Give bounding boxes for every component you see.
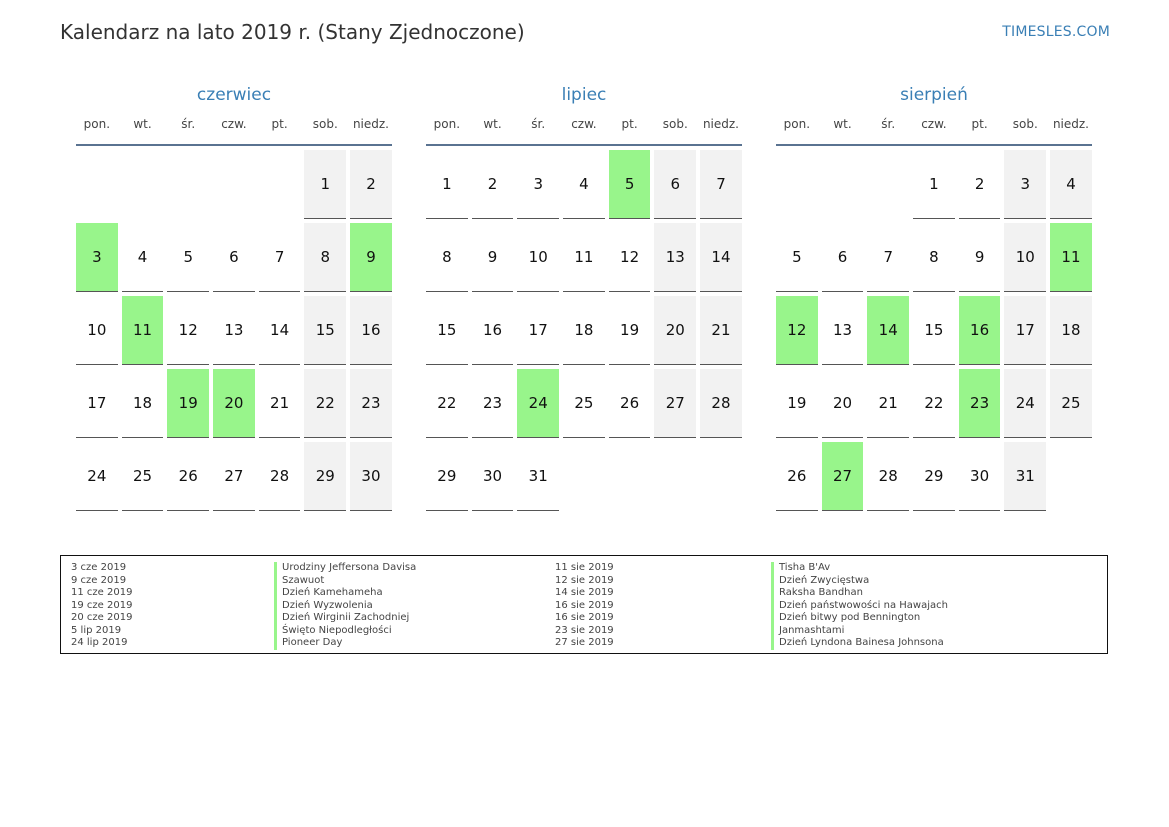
day-cell: 22	[304, 369, 346, 438]
weekday-label: pon.	[433, 117, 461, 131]
day-cell: 19	[776, 369, 818, 438]
day-cell: 24	[517, 369, 559, 438]
day-cell: 30	[350, 442, 392, 511]
day-cell: 11	[122, 296, 164, 365]
legend-date: 16 sie 2019	[555, 612, 614, 623]
day-cell: 20	[213, 369, 255, 438]
weekday-header	[76, 114, 392, 134]
day-cell: 27	[213, 442, 255, 511]
day-cell: 13	[822, 296, 864, 365]
day-cell: 2	[959, 150, 1001, 219]
weekday-label: sob.	[662, 117, 688, 131]
day-cell: 4	[122, 223, 164, 292]
weekday-label: śr.	[181, 117, 196, 131]
day-cell: 10	[76, 296, 118, 365]
right-date-column	[555, 562, 614, 650]
day-cell: 31	[1004, 442, 1046, 511]
day-cell: 27	[822, 442, 864, 511]
day-cell: 14	[700, 223, 742, 292]
legend-date: 23 sie 2019	[555, 624, 614, 636]
weekday-label: sob.	[312, 117, 338, 131]
day-cell: 25	[122, 442, 164, 511]
empty-cell	[76, 150, 118, 219]
day-cell: 4	[1050, 150, 1092, 219]
day-cell: 3	[76, 223, 118, 292]
weekday-label: pt.	[621, 117, 638, 131]
legend-holiday-name: Szawuot	[274, 575, 416, 588]
legend-date: 11 sie 2019	[555, 562, 614, 573]
legend-date: 24 lip 2019	[71, 637, 128, 648]
left-name-column	[274, 562, 416, 650]
weekday-label: wt.	[483, 117, 502, 131]
day-cell: 20	[654, 296, 696, 365]
day-cell: 1	[913, 150, 955, 219]
day-cell: 1	[426, 150, 468, 219]
day-cell: 15	[913, 296, 955, 365]
legend-date: 11 cze 2019	[71, 587, 133, 598]
empty-cell	[259, 150, 301, 219]
legend-holiday-name: Urodziny Jeffersona Davisa	[274, 562, 416, 575]
header-rule	[776, 144, 1092, 146]
day-cell: 14	[867, 296, 909, 365]
day-cell: 16	[350, 296, 392, 365]
legend-date: 3 cze 2019	[71, 562, 127, 573]
right-name-column	[771, 562, 948, 650]
day-cell: 18	[1050, 296, 1092, 365]
day-cell: 7	[259, 223, 301, 292]
day-cell: 21	[867, 369, 909, 438]
day-cell: 28	[700, 369, 742, 438]
month-name: lipiec	[561, 85, 607, 105]
page-title: Kalendarz na lato 2019 r. (Stany Zjednoczone)	[60, 20, 525, 44]
day-cell: 22	[426, 369, 468, 438]
day-cell: 6	[822, 223, 864, 292]
day-cell: 30	[472, 442, 514, 511]
holiday-legend	[60, 555, 1108, 654]
day-cell: 9	[472, 223, 514, 292]
weekday-label: niedz.	[702, 117, 739, 131]
day-cell: 26	[167, 442, 209, 511]
empty-cell	[867, 150, 909, 219]
legend-date: 19 cze 2019	[71, 599, 133, 611]
day-cell: 7	[867, 223, 909, 292]
month-name: sierpień	[900, 85, 968, 105]
legend-holiday-name: Janmashtami	[771, 625, 948, 638]
weekday-label: pt.	[271, 117, 288, 131]
day-grid	[426, 150, 742, 511]
day-cell: 29	[913, 442, 955, 511]
empty-cell	[167, 150, 209, 219]
weekday-label: pon.	[83, 117, 111, 131]
empty-cell	[776, 150, 818, 219]
day-cell: 3	[1004, 150, 1046, 219]
day-cell: 12	[167, 296, 209, 365]
day-cell: 17	[1004, 296, 1046, 365]
weekday-label: pt.	[971, 117, 988, 131]
weekday-label: sob.	[1012, 117, 1038, 131]
legend-holiday-name: Tisha B'Av	[771, 562, 948, 575]
legend-holiday-name: Dzień Zwycięstwa	[771, 575, 948, 588]
day-cell: 13	[654, 223, 696, 292]
legend-holiday-name: Pioneer Day	[274, 637, 416, 650]
day-cell: 27	[654, 369, 696, 438]
day-cell: 7	[700, 150, 742, 219]
day-cell: 24	[76, 442, 118, 511]
day-cell: 2	[350, 150, 392, 219]
legend-date: 5 lip 2019	[71, 624, 122, 636]
day-cell: 17	[517, 296, 559, 365]
left-date-column	[71, 562, 132, 650]
month-2	[776, 84, 1092, 511]
legend-holiday-name: Święto Niepodległości	[274, 625, 416, 638]
day-cell: 25	[563, 369, 605, 438]
weekday-label: czw.	[921, 117, 947, 131]
day-cell: 12	[609, 223, 651, 292]
day-cell: 6	[654, 150, 696, 219]
legend-date: 16 sie 2019	[555, 599, 614, 611]
weekday-label: śr.	[531, 117, 546, 131]
day-cell: 11	[563, 223, 605, 292]
day-cell: 5	[609, 150, 651, 219]
day-cell: 1	[304, 150, 346, 219]
header-rule	[76, 144, 392, 146]
legend-date: 14 sie 2019	[555, 587, 614, 598]
day-cell: 29	[426, 442, 468, 511]
weekday-label: wt.	[833, 117, 852, 131]
weekday-label: niedz.	[1052, 117, 1089, 131]
empty-cell	[213, 150, 255, 219]
day-grid	[76, 150, 392, 511]
legend-holiday-name: Dzień bitwy pod Bennington	[771, 612, 948, 625]
day-cell: 29	[304, 442, 346, 511]
day-cell: 2	[472, 150, 514, 219]
weekday-label: czw.	[571, 117, 597, 131]
month-1	[426, 84, 742, 511]
day-cell: 25	[1050, 369, 1092, 438]
day-cell: 8	[304, 223, 346, 292]
day-cell: 23	[472, 369, 514, 438]
day-cell: 16	[472, 296, 514, 365]
weekday-header	[776, 114, 1092, 134]
day-cell: 23	[959, 369, 1001, 438]
legend-holiday-name: Dzień Wyzwolenia	[274, 600, 416, 613]
weekday-label: wt.	[133, 117, 152, 131]
month-name: czerwiec	[196, 85, 272, 105]
day-cell: 16	[959, 296, 1001, 365]
day-cell: 19	[167, 369, 209, 438]
legend-date: 27 sie 2019	[555, 637, 614, 648]
empty-cell	[122, 150, 164, 219]
day-cell: 20	[822, 369, 864, 438]
legend-date: 20 cze 2019	[71, 612, 133, 623]
legend-holiday-name: Raksha Bandhan	[771, 587, 948, 600]
day-cell: 17	[76, 369, 118, 438]
day-cell: 23	[350, 369, 392, 438]
day-cell: 28	[259, 442, 301, 511]
day-cell: 10	[1004, 223, 1046, 292]
day-cell: 26	[776, 442, 818, 511]
legend-holiday-name: Dzień Lyndona Bainesa Johnsona	[771, 637, 948, 650]
day-cell: 5	[167, 223, 209, 292]
legend-date: 9 cze 2019	[71, 574, 127, 586]
day-cell: 4	[563, 150, 605, 219]
weekday-header	[426, 114, 742, 134]
day-cell: 6	[213, 223, 255, 292]
empty-cell	[822, 150, 864, 219]
day-cell: 11	[1050, 223, 1092, 292]
day-cell: 9	[350, 223, 392, 292]
legend-date: 12 sie 2019	[555, 574, 614, 586]
day-cell: 22	[913, 369, 955, 438]
day-cell: 5	[776, 223, 818, 292]
day-cell: 18	[122, 369, 164, 438]
day-cell: 15	[426, 296, 468, 365]
weekday-label: pon.	[783, 117, 811, 131]
month-0	[76, 84, 392, 511]
day-cell: 15	[304, 296, 346, 365]
header-rule	[426, 144, 742, 146]
day-cell: 10	[517, 223, 559, 292]
day-cell: 24	[1004, 369, 1046, 438]
day-cell: 21	[700, 296, 742, 365]
weekday-label: niedz.	[352, 117, 389, 131]
legend-holiday-name: Dzień państwowości na Hawajach	[771, 600, 948, 613]
legend-holiday-name: Dzień Kamehameha	[274, 587, 416, 600]
weekday-label: śr.	[881, 117, 896, 131]
day-cell: 12	[776, 296, 818, 365]
day-cell: 3	[517, 150, 559, 219]
day-cell: 8	[913, 223, 955, 292]
day-cell: 31	[517, 442, 559, 511]
day-cell: 19	[609, 296, 651, 365]
weekday-label: czw.	[221, 117, 247, 131]
day-cell: 28	[867, 442, 909, 511]
day-cell: 14	[259, 296, 301, 365]
day-cell: 9	[959, 223, 1001, 292]
day-cell: 26	[609, 369, 651, 438]
day-cell: 30	[959, 442, 1001, 511]
brand-link[interactable]: TIMESLES.COM	[1002, 24, 1110, 40]
day-grid	[776, 150, 1092, 511]
day-cell: 8	[426, 223, 468, 292]
day-cell: 21	[259, 369, 301, 438]
legend-holiday-name: Dzień Wirginii Zachodniej	[274, 612, 416, 625]
day-cell: 13	[213, 296, 255, 365]
day-cell: 18	[563, 296, 605, 365]
